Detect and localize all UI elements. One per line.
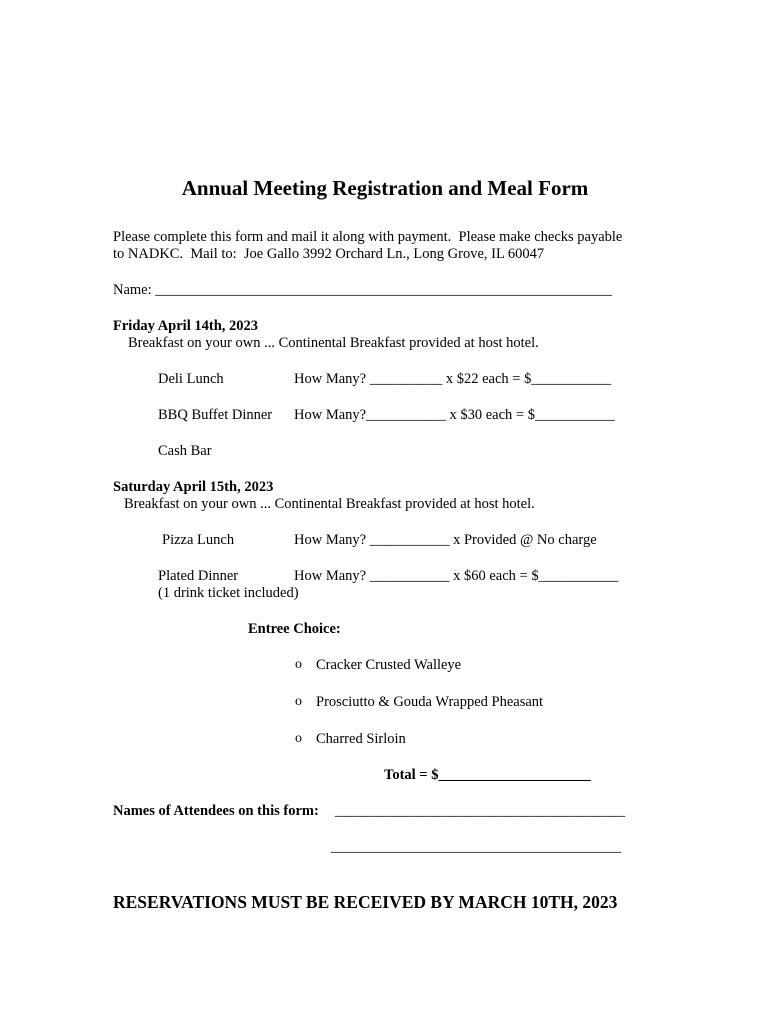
entree-bullet: o bbox=[295, 731, 302, 746]
form-title: Annual Meeting Registration and Meal Form bbox=[181, 176, 589, 200]
entree-option-pheasant: Prosciutto & Gouda Wrapped Pheasant bbox=[316, 694, 544, 710]
pizza-lunch-quantity-line: How Many? ___________ x Provided @ No charge bbox=[294, 532, 597, 548]
entree-bullet: o bbox=[295, 694, 302, 709]
attendees-label: Names of Attendees on this form: bbox=[113, 803, 319, 819]
deli-lunch-label: Deli Lunch bbox=[158, 371, 224, 387]
plated-dinner-note: (1 drink ticket included) bbox=[158, 585, 299, 601]
intro-text-line-2: to NADKC. Mail to: Joe Gallo 3992 Orchard Ln., Long Grove, IL 60047 bbox=[113, 246, 545, 262]
intro-text-line-1: Please complete this form and mail it along with payment. Please make checks payable bbox=[113, 229, 623, 245]
entree-option-walleye: Cracker Crusted Walleye bbox=[316, 657, 462, 673]
deli-lunch-quantity-line: How Many? __________ x $22 each = $___________ bbox=[294, 371, 612, 387]
attendees-line-2: ________________________________________ bbox=[331, 839, 621, 855]
friday-heading: Friday April 14th, 2023 bbox=[113, 318, 259, 334]
saturday-breakfast-note: Breakfast on your own ... Continental Breakfast provided at host hotel. bbox=[124, 496, 535, 512]
plated-dinner-quantity-line: How Many? ___________ x $60 each = $___________ bbox=[294, 568, 619, 584]
total-line: Total = $_____________________ bbox=[384, 767, 591, 783]
entree-bullet: o bbox=[295, 657, 302, 672]
bbq-dinner-quantity-line: How Many?___________ x $30 each = $___________ bbox=[294, 407, 615, 423]
friday-breakfast-note: Breakfast on your own ... Continental Breakfast provided at host hotel. bbox=[128, 335, 539, 351]
pizza-lunch-label: Pizza Lunch bbox=[162, 532, 235, 548]
bbq-dinner-label: BBQ Buffet Dinner bbox=[158, 407, 273, 423]
entree-choice-heading: Entree Choice: bbox=[248, 621, 341, 637]
cash-bar-label: Cash Bar bbox=[158, 443, 212, 459]
name-field-line: Name: _______________________________________________________________ bbox=[113, 282, 613, 298]
attendees-line-1: ________________________________________ bbox=[335, 803, 625, 819]
reservation-deadline-notice: RESERVATIONS MUST BE RECEIVED BY MARCH 10TH, 2023 bbox=[113, 892, 618, 912]
entree-option-sirloin: Charred Sirloin bbox=[316, 731, 406, 747]
saturday-heading: Saturday April 15th, 2023 bbox=[113, 479, 274, 495]
plated-dinner-label: Plated Dinner bbox=[158, 568, 239, 584]
